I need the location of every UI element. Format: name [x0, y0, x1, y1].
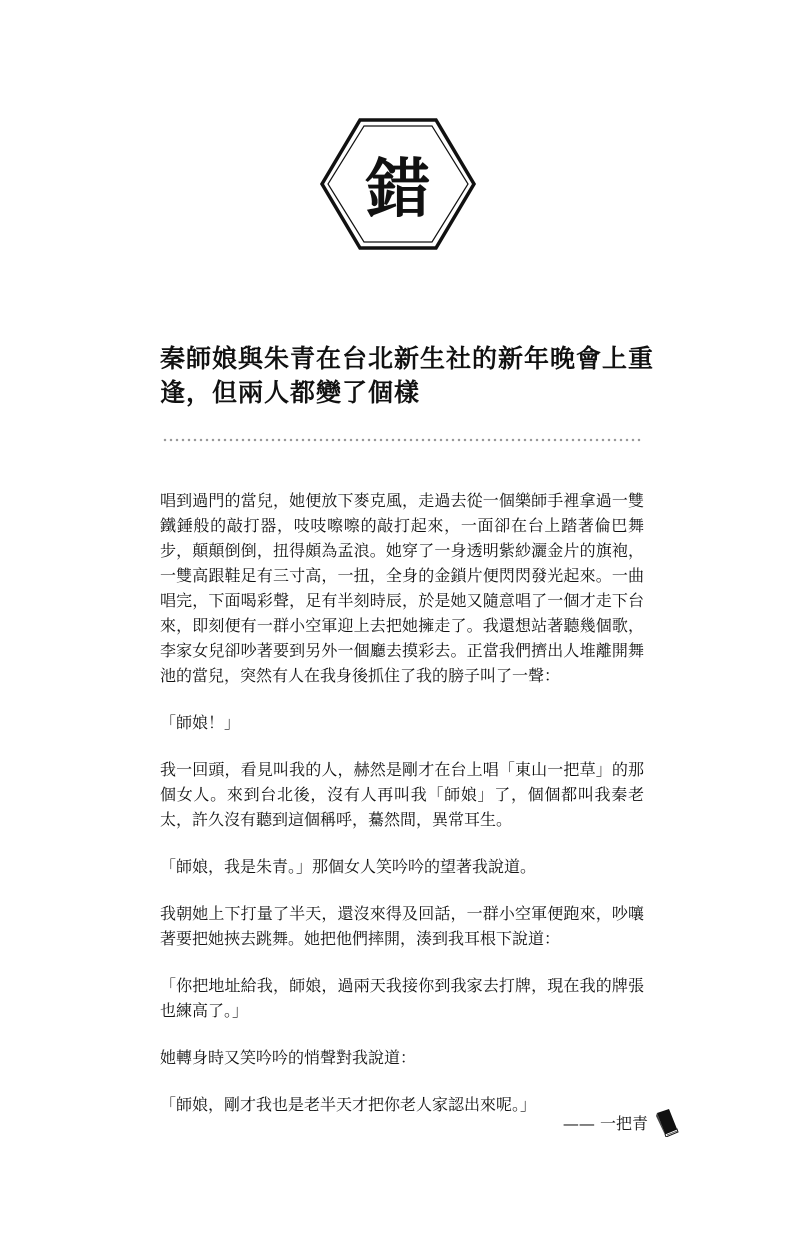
source-attribution	[520, 1104, 680, 1140]
dotted-divider	[162, 438, 642, 442]
paragraph: 她轉身時又笑吟吟的悄聲對我說道：	[160, 1048, 417, 1067]
paragraph: 「師娘，剛才我也是老半天才把你老人家認出來呢。」	[160, 1095, 537, 1114]
paragraph: 我朝她上下打量了半天，還沒來得及回話，一群小空軍便跑來，吵嚷著要把她挾去跳舞。她把他們摔開，湊到我耳根下說道：	[160, 904, 644, 948]
paragraph: 我一回頭，看見叫我的人，赫然是剛才在台上唱「東山一把草」的那個女人。來到台北後，沒有人再叫我「師娘」了，個個都叫我秦老太，許久沒有聽到這個稱呼，驀然間，異常耳生。	[160, 760, 644, 829]
book-icon	[654, 1107, 680, 1137]
paragraph: 唱到過門的當兒，她便放下麥克風，走過去從一個樂師手裡拿過一雙鐵錘般的敲打器，吱吱嚓嚓的敲打起來，一面卻在台上踏著倫巴舞步，顛顛倒倒，扭得頗為孟浪。她穿了一身透明紫紗灑金片的旗袍，一雙高跟鞋足有三寸高，一扭，全身的金鎖片便閃閃發光起來。一曲唱完，下面喝彩聲，足有半刻時辰，於是她又隨意唱了一個才走下台來，即刻便有一群小空軍迎上去把她擁走了。我還想站著聽幾個歌，李家女兒卻吵著要到另外一個廳去摸彩去。正當我們擠出人堆離開舞池的當兒，突然有人在我身後抓住了我的膀子叫了一聲：	[160, 491, 644, 685]
source-text: —— 一把青	[562, 1113, 648, 1133]
paragraph: 「你把地址給我，師娘，過兩天我接你到我家去打牌，現在我的牌張也練高了。」	[160, 976, 644, 1020]
paragraph: 「師娘，我是朱青。」那個女人笑吟吟的望著我說道。	[160, 857, 537, 876]
paragraph: 「師娘！」	[160, 713, 241, 732]
section-title: 秦師娘與朱青在台北新生社的新年晚會上重逢，但兩人都變了個樣	[160, 344, 655, 407]
article-body	[160, 488, 644, 1139]
chapter-emblem	[318, 114, 478, 254]
emblem-character: 錯	[366, 152, 430, 227]
